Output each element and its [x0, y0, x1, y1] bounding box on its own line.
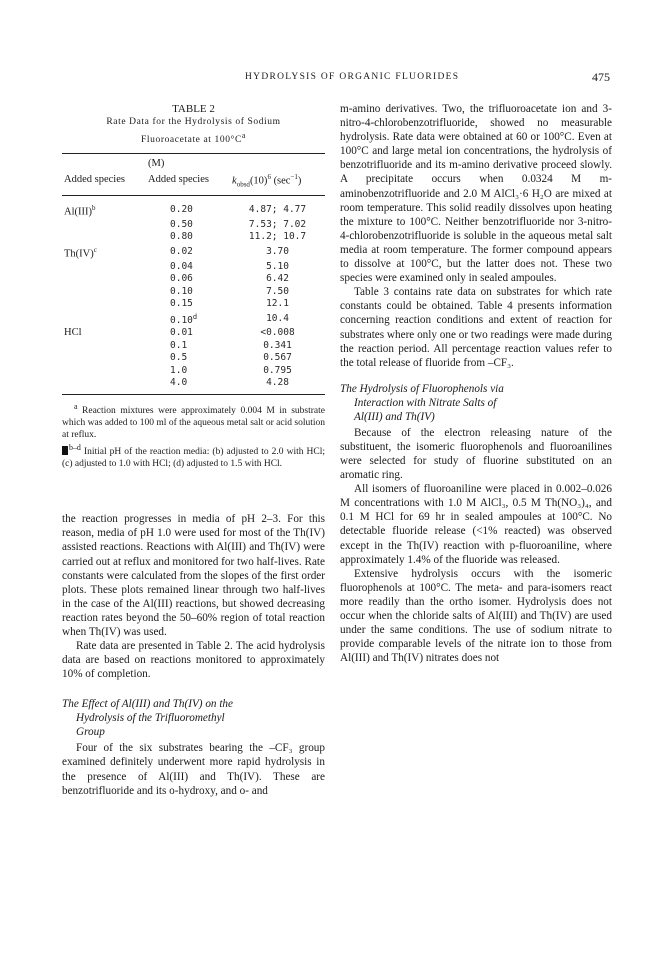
table-row: 0.15 12.1 — [170, 298, 289, 310]
column-header-concentration: Added species — [146, 171, 230, 196]
footnote-b-d: $^{b-d}$ Initial pH of the reaction media: (b) adjusted to 2.0 with HCl; (c) adjusted to 1.0 with HCl; (d) adjusted to 1.5 with HCl. — [62, 442, 325, 470]
table-row: 4.0 4.28 — [62, 377, 325, 394]
left-paragraph-2: Rate data are presented in Table 2. The acid hydrolysis data are based on reactions monitored to approximately 10% of completion. — [62, 640, 325, 681]
left-paragraph-3: Four of the six substrates bearing the –CF₃ group examined definitely underwent more rapid hydrolysis in the presence of Al(III) and Th(IV). These are benzotrifluoride and its o-hydroxy, and o- and — [62, 742, 325, 797]
table-row: Th(IV)$^c$ 0.02 3.70 — [64, 245, 289, 260]
table-row: 0.10 7.50 — [170, 285, 289, 297]
right-column — [340, 102, 612, 665]
left-paragraph-1: the reaction progresses in media of pH 2–3. For this reason, media of pH 1.0 were used for most of the Th(IV) assisted reactions. Reactions with Al(III) and Th(IV) were carried out at reflux and monitored for two half-lives. Rate constants were calculated from the slopes of the first order plots. These plots remained linear through two half-lives in the case of the Al(III) reactions, but showed decreasing reaction rates beyond the 50–60% region of total reaction when Th(IV) was used. — [62, 513, 325, 638]
table-row: 0.1 0.341 — [170, 339, 292, 351]
running-header — [60, 70, 610, 88]
footnote-a: $^a$ Reaction mixtures were approximately 0.004 M in substrate which was added to 100 ml of the aqueous metal salt or acid solution at reflux. — [62, 401, 325, 441]
table-row: Al(III)$^b$ 0.20 4.87; 4.77 — [64, 203, 307, 218]
table-row: HCl 0.01 <0.008 — [64, 327, 295, 339]
right-paragraph-2: Table 3 contains rate data on substrates for which rate constants could be obtained. Table 4 presents information concerning reaction conditions and extent of reaction for substrates where only one or two readings were made during the reaction period. All percentage reaction values refer to the total release of fluoride from –CF₃. — [340, 286, 612, 369]
table-caption-line2: Fluoroacetate at 100°C — [141, 135, 242, 146]
table-footnotes — [62, 401, 325, 470]
rate-data-table — [62, 153, 325, 395]
right-paragraph-4: All isomers of fluoroaniline were placed in 0.002–0.026 M concentrations with 1.0 M AlCl₃, 0.5 M Th(NO₃)₄, and 0.1 M HCl for 69 hr in sealed ampoules at 100°C. No detectable fluoride release (<1% reacted) was observed except in the Th(IV) reaction with p-fluoroaniline, where approximately 1.4% of the fluoride was released. — [340, 483, 612, 566]
running-title: HYDROLYSIS OF ORGANIC FLUORIDES — [245, 72, 460, 82]
table-caption — [62, 116, 325, 147]
right-paragraph-3: Because of the electron releasing nature of the substituent, the isomeric fluorophenols and fluoroanilines were selected for study of fluorine substituted on an aromatic ring. — [340, 426, 612, 482]
section-heading-fluorophenols: The Hydrolysis of Fluorophenols via Interaction with Nitrate Salts of Al(III) and Th(IV) — [340, 382, 504, 423]
table-row: 0.04 5.10 — [170, 260, 289, 272]
section-heading-cf3: The Effect of Al(III) and Th(IV) on the Hydrolysis of the Trifluoromethyl Group — [62, 698, 233, 739]
table-row: 0.10$^d$ 10.4 — [170, 312, 289, 326]
column-header-rate: $k_{obsd}(10)^6$ $(\sec^{-1})$ — [230, 171, 325, 196]
column-header-species: Added species — [62, 171, 146, 196]
table-row: 1.0 0.795 — [170, 364, 292, 376]
table-row: 0.80 11.2; 10.7 — [170, 231, 307, 243]
table-title: TABLE 2 — [172, 103, 215, 115]
right-paragraph-1: m-amino derivatives. Two, the trifluoroacetate ion and 3-nitro-4-chlorobenzotrifluoride, showed no measurable hydrolysis. Rate data were obtained at 60 or 100°C. Even at 100°C and large metal ion concentrations, the hydrolysis of benzotrifluoride and its m-amino derivative proceed slowly. A precipitate occurs when 0.0324 M m-aminobenzotrifluoride and 2.0 M AlCl₃·6 H₂O are mixed at room temperature. This solid readily dissolves upon heating the mixture to 100°C. Neither benzotrifluoride nor 3-nitro-4-chlorobenzotrifluoride is soluble in the aqueous metal salt media at room temperature. The former compound appears to dissolve at 100°C, but the latter does not. These two species were examined only in sealed ampoules. — [340, 103, 612, 285]
unit-header: (M) — [146, 154, 230, 171]
table-row: 0.5 0.567 — [170, 352, 292, 364]
left-column — [62, 102, 325, 798]
scan-blot-mark — [62, 446, 68, 455]
page-number: 475 — [592, 70, 610, 84]
table-row: 0.06 6.42 — [170, 273, 289, 285]
table-row: 0.50 7.53; 7.02 — [170, 218, 307, 230]
table-caption-footnote-mark: a — [241, 131, 246, 140]
table-caption-line1: Rate Data for the Hydrolysis of Sodium — [106, 117, 281, 127]
right-paragraph-5: Extensive hydrolysis occurs with the isomeric fluorophenols at 100°C. The meta- and para-isomers react more readily than the ortho isomer. Hydrolysis does not occur when the chloride salts of Al(III) and Th(IV) are used under the same conditions. The use of sodium nitrate to provide comparable levels of the nitrate ion to those from Al(III) and Th(IV) nitrates does not — [340, 567, 612, 665]
